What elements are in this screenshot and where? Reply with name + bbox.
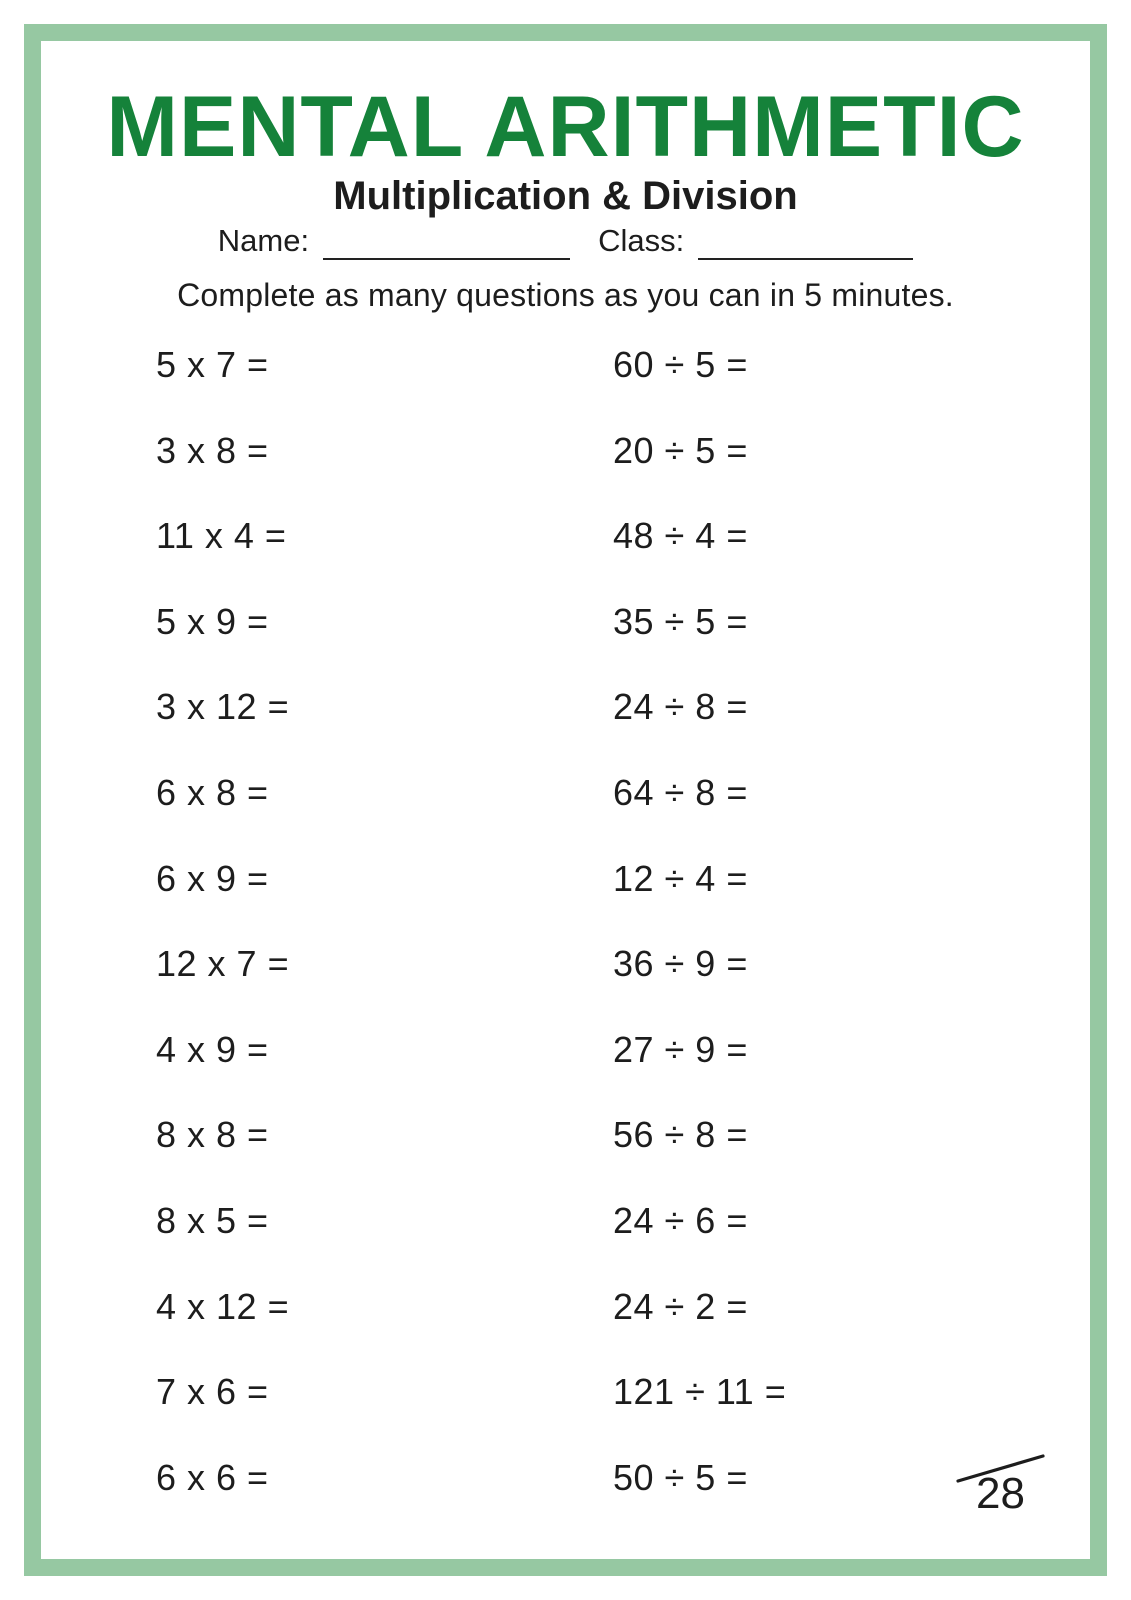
problem-item: 50 ÷ 5 = bbox=[613, 1456, 748, 1498]
problem-item: 7 x 6 = bbox=[156, 1371, 269, 1413]
name-label: Name: bbox=[217, 223, 310, 258]
page-number: 28 bbox=[976, 1469, 1025, 1518]
problem-item: 56 ÷ 8 = bbox=[613, 1114, 748, 1156]
worksheet-title: MENTAL ARITHMETIC bbox=[106, 79, 1025, 175]
problem-item: 12 x 7 = bbox=[156, 943, 290, 985]
class-input-line bbox=[698, 222, 913, 260]
problem-item: 20 ÷ 5 = bbox=[613, 429, 748, 471]
problem-item: 24 ÷ 6 = bbox=[613, 1199, 748, 1241]
problem-item: 12 ÷ 4 = bbox=[613, 857, 748, 899]
problem-item: 64 ÷ 8 = bbox=[613, 771, 748, 813]
problem-item: 8 x 8 = bbox=[156, 1114, 269, 1156]
problem-item: 6 x 9 = bbox=[156, 857, 269, 899]
problem-item: 5 x 9 = bbox=[156, 600, 269, 642]
class-label: Class: bbox=[598, 223, 685, 258]
problem-item: 3 x 12 = bbox=[156, 686, 290, 728]
problem-item: 6 x 8 = bbox=[156, 771, 269, 813]
name-class-row bbox=[0, 222, 1131, 260]
instruction-text: Complete as many questions as you can in 5 minutes. bbox=[177, 277, 954, 313]
problem-item: 5 x 7 = bbox=[156, 344, 269, 385]
problem-item: 6 x 6 = bbox=[156, 1456, 269, 1498]
problem-item: 36 ÷ 9 = bbox=[613, 943, 748, 985]
problem-item: 121 ÷ 11 = bbox=[613, 1371, 787, 1413]
problem-item: 11 x 4 = bbox=[156, 515, 287, 557]
problems-left-column bbox=[156, 322, 289, 1520]
worksheet-subtitle: Multiplication & Division bbox=[333, 174, 798, 218]
problem-item: 24 ÷ 8 = bbox=[613, 686, 748, 728]
page-number-block bbox=[948, 1444, 1052, 1522]
problem-item: 27 ÷ 9 = bbox=[613, 1028, 748, 1070]
problem-item: 4 x 9 = bbox=[156, 1028, 269, 1070]
problem-item: 8 x 5 = bbox=[156, 1199, 269, 1241]
name-input-line bbox=[323, 222, 570, 260]
problem-item: 4 x 12 = bbox=[156, 1285, 290, 1327]
problem-item: 60 ÷ 5 = bbox=[613, 344, 748, 385]
problem-item: 48 ÷ 4 = bbox=[613, 515, 748, 557]
problems-right-column bbox=[613, 322, 786, 1520]
problem-item: 24 ÷ 2 = bbox=[613, 1285, 748, 1327]
problem-item: 3 x 8 = bbox=[156, 429, 269, 471]
problem-item: 35 ÷ 5 = bbox=[613, 600, 748, 642]
